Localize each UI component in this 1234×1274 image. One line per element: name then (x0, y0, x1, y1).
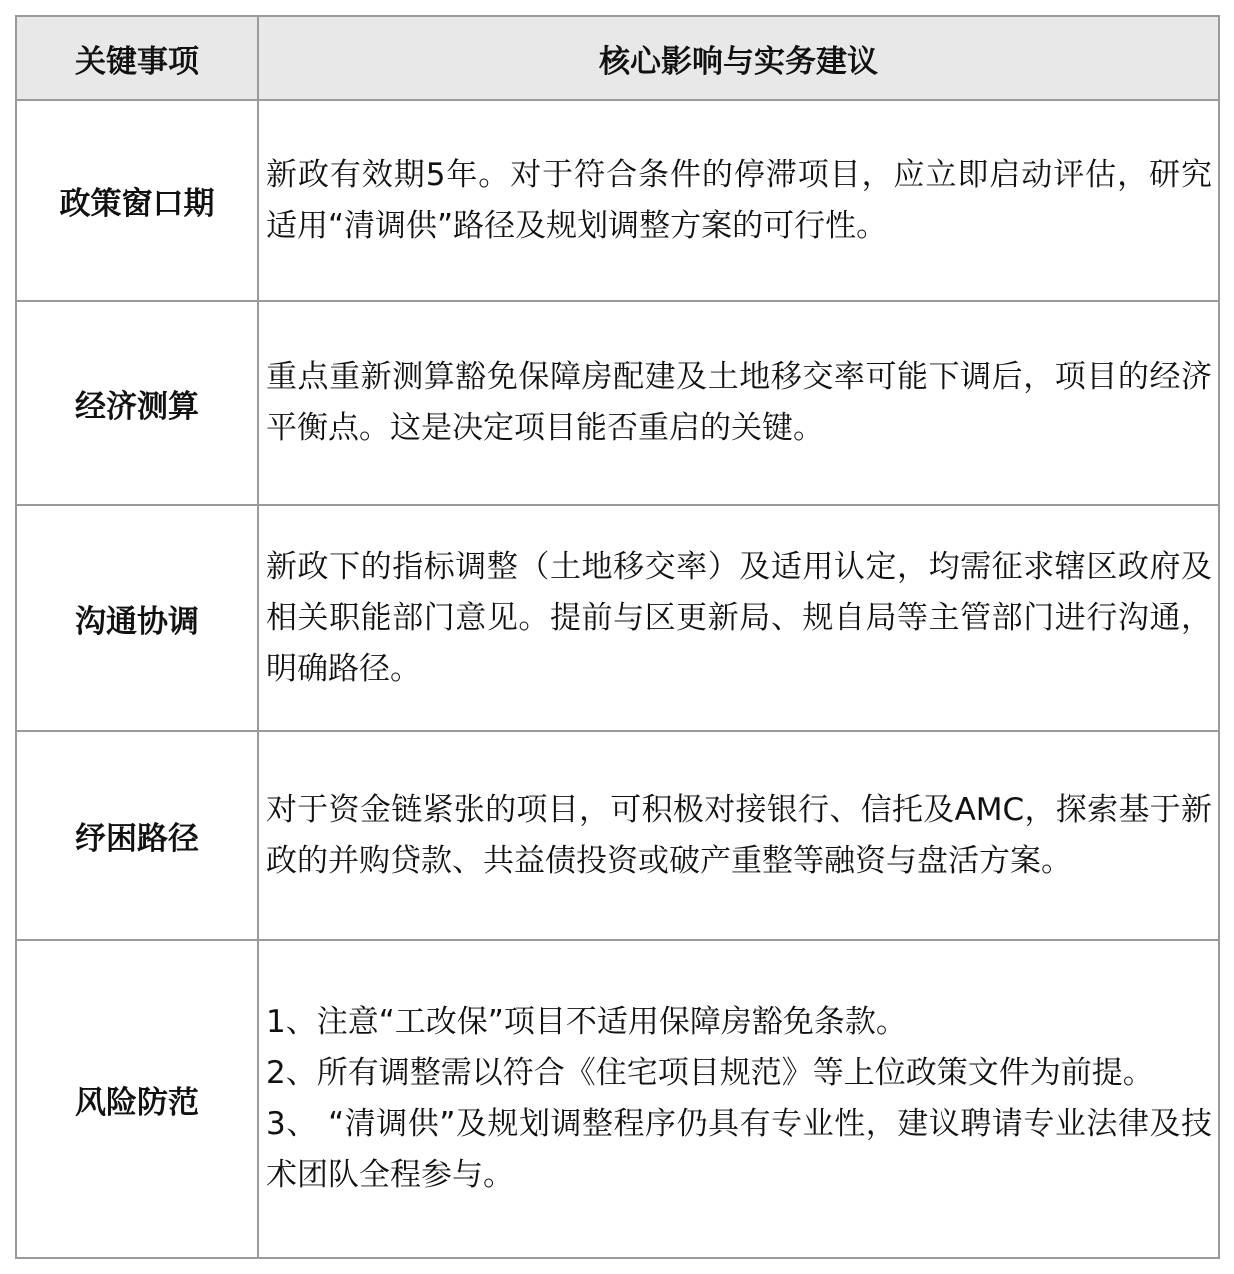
advice-line: 1、注意“工改保”项目不适用保障房豁免条款。 (266, 1004, 907, 1040)
table-row (16, 940, 1219, 1258)
row-key: 政策窗口期 (16, 100, 258, 301)
row-key: 沟通协调 (16, 505, 258, 731)
advice-line: 3、 “清调供”及规划调整程序仍具有专业性，建议聘请专业法律及技术团队全程参与。 (266, 1106, 1212, 1193)
row-advice (258, 100, 1219, 301)
table-header-row (16, 16, 1219, 100)
row-key: 纾困路径 (16, 731, 258, 940)
row-key: 风险防范 (16, 940, 258, 1258)
row-advice (258, 301, 1219, 505)
advice-line: 新政下的指标调整（土地移交率）及适用认定，均需征求辖区政府及相关职能部门意见。提前与区更新局、规自局等主管部门进行沟通，明确路径。 (266, 548, 1212, 687)
advice-line: 新政有效期5年。对于符合条件的停滞项目，应立即启动评估，研究适用“清调供”路径及规划调整方案的可行性。 (266, 156, 1212, 244)
policy-table (15, 15, 1220, 1259)
table-row (16, 301, 1219, 505)
table-row (16, 731, 1219, 940)
advice-line: 2、所有调整需以符合《住宅项目规范》等上位政策文件为前提。 (266, 1055, 1154, 1091)
advice-line: 重点重新测算豁免保障房配建及土地移交率可能下调后，项目的经济平衡点。这是决定项目能否重启的关键。 (266, 359, 1212, 446)
row-advice (258, 731, 1219, 940)
column-header-key: 关键事项 (16, 16, 258, 100)
table-row (16, 100, 1219, 301)
row-advice (258, 505, 1219, 731)
table-row (16, 505, 1219, 731)
row-key: 经济测算 (16, 301, 258, 505)
row-advice (258, 940, 1219, 1258)
column-header-advice: 核心影响与实务建议 (258, 16, 1219, 100)
advice-line: 对于资金链紧张的项目，可积极对接银行、信托及AMC，探索基于新政的并购贷款、共益债投资或破产重整等融资与盘活方案。 (266, 791, 1212, 879)
